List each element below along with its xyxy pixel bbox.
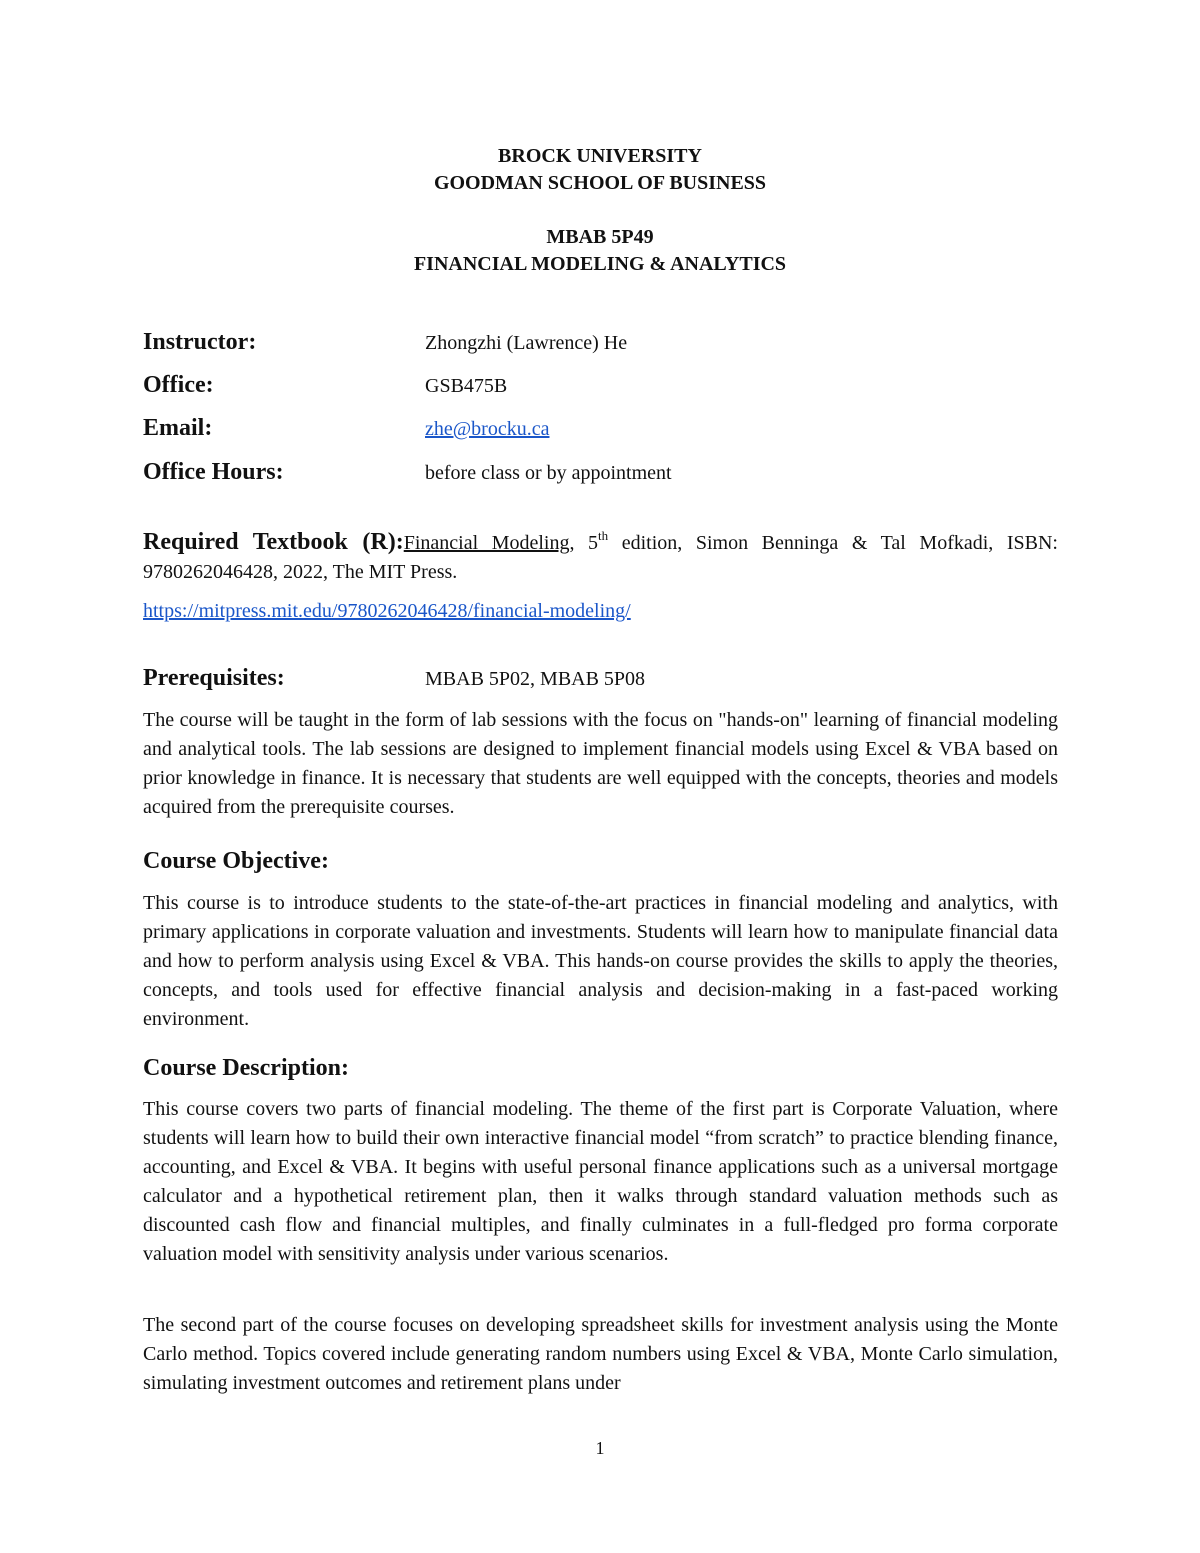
description-paragraph-1: This course covers two parts of financial modeling. The theme of the first part is Corporate Valuation, where students will learn how to build their own interactive financial model “from scratch” to practice blending finance, accounting, and Excel & VBA. It begins with useful personal finance applications such as a universal mortgage calculator and a hypothetical retirement plan, then it walks through standard valuation methods such as discounted cash flow and financial multiples, and finally culminates in a full-fledged pro forma corporate valuation model with sensitivity analysis under various scenarios. [143,1098,1058,1265]
textbook-edition-prefix: , 5 [569,532,599,554]
course-title: FINANCIAL MODELING & ANALYTICS [413,253,787,275]
textbook-url-link[interactable]: https://mitpress.mit.edu/9780262046428/financial-modeling/ [143,600,631,622]
email-link[interactable]: zhe@brocku.ca [425,418,550,440]
school-name: GOODMAN SCHOOL OF BUSINESS [433,172,767,194]
required-textbook [143,528,1058,587]
office-hours-value: before class or by appointment [425,462,672,484]
course-code: MBAB 5P49 [546,226,654,248]
prerequisites-label: Prerequisites: [143,665,285,691]
prerequisites-paragraph: The course will be taught in the form of lab sessions with the focus on "hands-on" learning of financial modeling and analytical tools. The lab sessions are designed to implement financial models using Excel & VBA based on prior knowledge in finance. It is necessary that students are well equipped with the concepts, theories and models acquired from the prerequisite courses. [143,709,1058,818]
university-name: BROCK UNIVERSITY [498,145,702,167]
prerequisites-row [143,663,1063,697]
description-paragraph-2: The second part of the course focuses on developing spreadsheet skills for investment analysis using the Monte Carlo method. Topics covered include generating random numbers using Excel & VBA, Monte Carlo simulation, simulating investment outcomes and retirement plans under [143,1314,1058,1394]
email-label: Email: [143,415,213,441]
prerequisites-value: MBAB 5P02, MBAB 5P08 [425,668,646,690]
objective-paragraph: This course is to introduce students to the state-of-the-art practices in financial modeling and analytics, with primary applications in corporate valuation and investments. Students will learn how to manipulate financial data and how to perform analysis using Excel & VBA. This hands-on course provides the skills to apply the theories, concepts, and tools used for effective financial analysis and decision-making in a fast-paced working environment. [143,892,1058,1030]
email-row [143,413,1063,447]
institution-header [0,143,1200,197]
objective-heading: Course Objective: [143,848,329,874]
description-heading: Course Description: [143,1055,349,1081]
textbook-edition-sup: th [598,528,609,543]
office-value: GSB475B [425,375,508,397]
instructor-row [143,327,1063,361]
textbook-label: Required Textbook (R): [143,529,404,555]
instructor-label: Instructor: [143,329,257,355]
office-row [143,370,1063,404]
instructor-value: Zhongzhi (Lawrence) He [425,332,628,354]
office-hours-label: Office Hours: [143,459,284,485]
textbook-title: Financial Modeling [403,532,570,554]
page-number: 1 [595,1438,605,1458]
textbook-details: edition, Simon Benninga & Tal Mofkadi, ISBN: 9780262046428, 2022, The MIT Press. [143,532,1058,583]
office-hours-row [143,457,1063,491]
course-header [0,224,1200,278]
office-label: Office: [143,372,214,398]
